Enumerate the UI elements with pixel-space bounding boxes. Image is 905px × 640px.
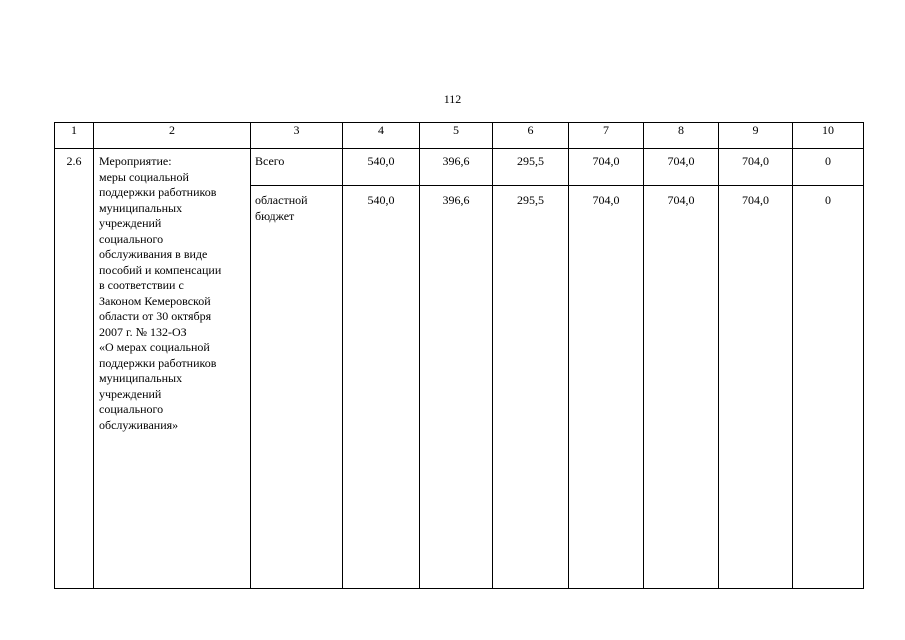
- header-cell: 7: [569, 123, 644, 149]
- description-line: в соответствии с: [99, 278, 184, 292]
- description-line: муниципальных: [99, 371, 183, 385]
- value-cell: 704,0: [569, 149, 644, 186]
- description-line: социального: [99, 231, 164, 246]
- value-cell: 295,5: [493, 149, 569, 186]
- header-cell: 2: [94, 123, 251, 149]
- source-line: бюджет: [255, 208, 295, 223]
- description-line: Законом Кемеровской: [99, 293, 211, 308]
- value-cell: 0: [793, 149, 864, 186]
- description-line: области от 30 октября: [99, 309, 212, 323]
- value-cell: 396,6: [420, 149, 493, 186]
- page-number: 112: [443, 92, 462, 106]
- description-line: пособий и компенсации: [99, 262, 222, 277]
- value-cell: 540,0: [343, 149, 420, 186]
- description-line: меры социальной: [99, 169, 189, 184]
- header-cell: 8: [644, 123, 719, 149]
- description-line: «О мерах социальной: [99, 340, 210, 354]
- description-line: Мероприятие:: [99, 154, 172, 168]
- header-cell: 1: [55, 123, 94, 149]
- description-line: 2007 г. № 132-ОЗ: [99, 324, 187, 339]
- value-cell: 704,0: [719, 186, 793, 589]
- funding-source-regional: [251, 186, 343, 589]
- description-line: поддержки работников: [99, 185, 217, 199]
- description-line: муниципальных: [99, 200, 183, 215]
- header-cell: 4: [343, 123, 420, 149]
- description-line: обслуживания»: [99, 417, 179, 432]
- description-line: учреждений: [99, 386, 162, 401]
- value-cell: 396,6: [420, 186, 493, 589]
- table-row: [55, 149, 864, 186]
- value-cell: 704,0: [644, 186, 719, 589]
- value-cell: 704,0: [569, 186, 644, 589]
- value-cell: 704,0: [719, 149, 793, 186]
- source-line: Всего: [255, 154, 285, 168]
- source-line: областной: [255, 193, 308, 207]
- description-line: поддержки работников: [99, 355, 217, 370]
- measure-description: [94, 149, 251, 589]
- header-cell: 6: [493, 123, 569, 149]
- header-cell: 3: [251, 123, 343, 149]
- header-cell: 10: [793, 123, 864, 149]
- value-cell: 540,0: [343, 186, 420, 589]
- description-line: обслуживания в виде: [99, 247, 208, 261]
- value-cell: 295,5: [493, 186, 569, 589]
- funding-source-total: [251, 149, 343, 186]
- budget-table: [54, 122, 864, 589]
- value-cell: 0: [793, 186, 864, 589]
- description-line: социального: [99, 402, 164, 416]
- header-row: [55, 123, 864, 149]
- value-cell: 704,0: [644, 149, 719, 186]
- header-cell: 5: [420, 123, 493, 149]
- description-line: учреждений: [99, 216, 162, 230]
- row-number: 2.6: [55, 149, 94, 589]
- header-cell: 9: [719, 123, 793, 149]
